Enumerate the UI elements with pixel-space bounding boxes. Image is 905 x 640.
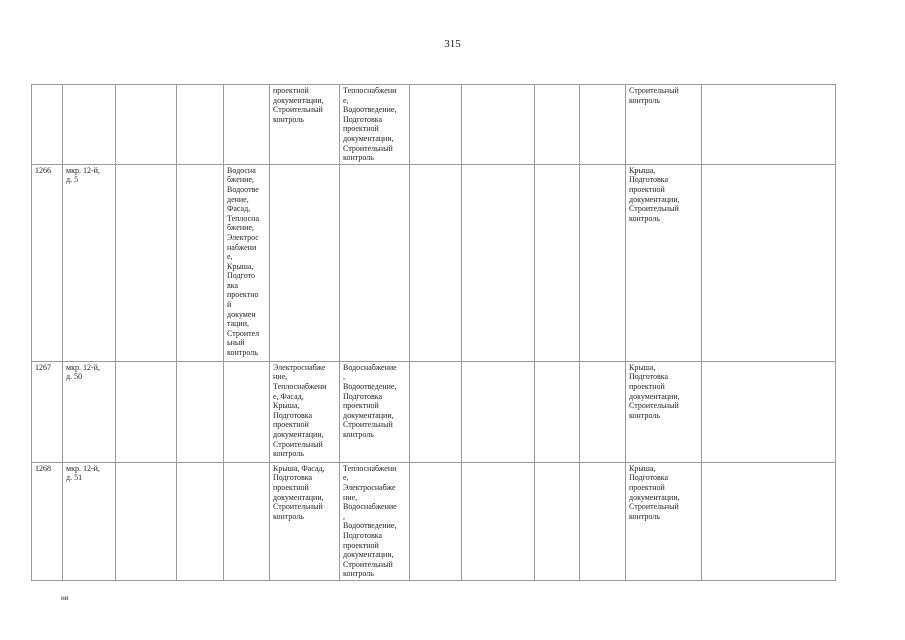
table-cell bbox=[63, 85, 116, 165]
table-cell: 1266 bbox=[32, 164, 63, 361]
table-cell bbox=[177, 85, 224, 165]
table-cell: Крыша, Фасад, Подготовка проектной документации, Строительный контроль bbox=[270, 462, 340, 580]
table-cell bbox=[177, 361, 224, 462]
table-cell bbox=[224, 85, 270, 165]
table-row bbox=[32, 164, 836, 361]
table-row bbox=[32, 361, 836, 462]
table-cell bbox=[177, 164, 224, 361]
table-cell: Теплоснабжени е, Электроснабже ние, Водоснабжение , Водоотведение, Подготовка проектной документации, Строительный контроль bbox=[340, 462, 410, 580]
table-cell: 1267 bbox=[32, 361, 63, 462]
table-cell bbox=[410, 85, 462, 165]
footer-mark: ни bbox=[61, 594, 69, 602]
table-cell bbox=[462, 164, 535, 361]
table-cell bbox=[535, 462, 580, 580]
table-cell bbox=[702, 164, 836, 361]
table-cell: Электроснабже ние, Теплоснабжени е, Фасад, Крыша, Подготовка проектной документации, Строительный контроль bbox=[270, 361, 340, 462]
table-row bbox=[32, 85, 836, 165]
table-cell bbox=[535, 361, 580, 462]
table-cell bbox=[580, 361, 626, 462]
table-cell: Крыша, Подготовка проектной документации, Строительный контроль bbox=[626, 361, 702, 462]
table-cell: Водоснабжение , Водоотведение, Подготовка проектной документации, Строительный контроль bbox=[340, 361, 410, 462]
table-cell: проектной документации, Строительный контроль bbox=[270, 85, 340, 165]
table-cell bbox=[462, 462, 535, 580]
table-cell bbox=[224, 361, 270, 462]
table-cell bbox=[462, 361, 535, 462]
table-cell: 1268 bbox=[32, 462, 63, 580]
table-cell bbox=[116, 462, 177, 580]
table-row bbox=[32, 462, 836, 580]
table-cell bbox=[116, 361, 177, 462]
table-cell: Крыша, Подготовка проектной документации, Строительный контроль bbox=[626, 164, 702, 361]
table-cell bbox=[462, 85, 535, 165]
table-cell bbox=[270, 164, 340, 361]
table-cell bbox=[535, 164, 580, 361]
table-cell bbox=[580, 462, 626, 580]
table-cell: Водосна бжение, Водоотве дение, Фасад, Теплосна бжение, Электрос набжени е, Крыша, Подгото вка проектно й докумен тации, Строител ьный контроль bbox=[224, 164, 270, 361]
table-cell: мкр. 12-й, д. 5 bbox=[63, 164, 116, 361]
works-table bbox=[31, 84, 836, 581]
table-cell bbox=[702, 361, 836, 462]
page-number: 315 bbox=[444, 38, 461, 50]
table-cell bbox=[580, 85, 626, 165]
table-cell bbox=[32, 85, 63, 165]
table-cell bbox=[535, 85, 580, 165]
table-cell bbox=[410, 462, 462, 580]
table-cell: Теплоснабжени е, Водоотведение, Подготовка проектной документации, Строительный контроль bbox=[340, 85, 410, 165]
table-body bbox=[32, 85, 836, 581]
table-cell bbox=[116, 85, 177, 165]
table-cell bbox=[177, 462, 224, 580]
table-cell bbox=[580, 164, 626, 361]
table-cell bbox=[410, 361, 462, 462]
table-cell: мкр. 12-й, д. 51 bbox=[63, 462, 116, 580]
table-cell bbox=[116, 164, 177, 361]
table-cell bbox=[410, 164, 462, 361]
table-cell: мкр. 12-й, д. 50 bbox=[63, 361, 116, 462]
table-cell: Строительный контроль bbox=[626, 85, 702, 165]
table-cell: Крыша, Подготовка проектной документации, Строительный контроль bbox=[626, 462, 702, 580]
table-cell bbox=[224, 462, 270, 580]
table-cell bbox=[702, 462, 836, 580]
table-cell bbox=[702, 85, 836, 165]
table-cell bbox=[340, 164, 410, 361]
